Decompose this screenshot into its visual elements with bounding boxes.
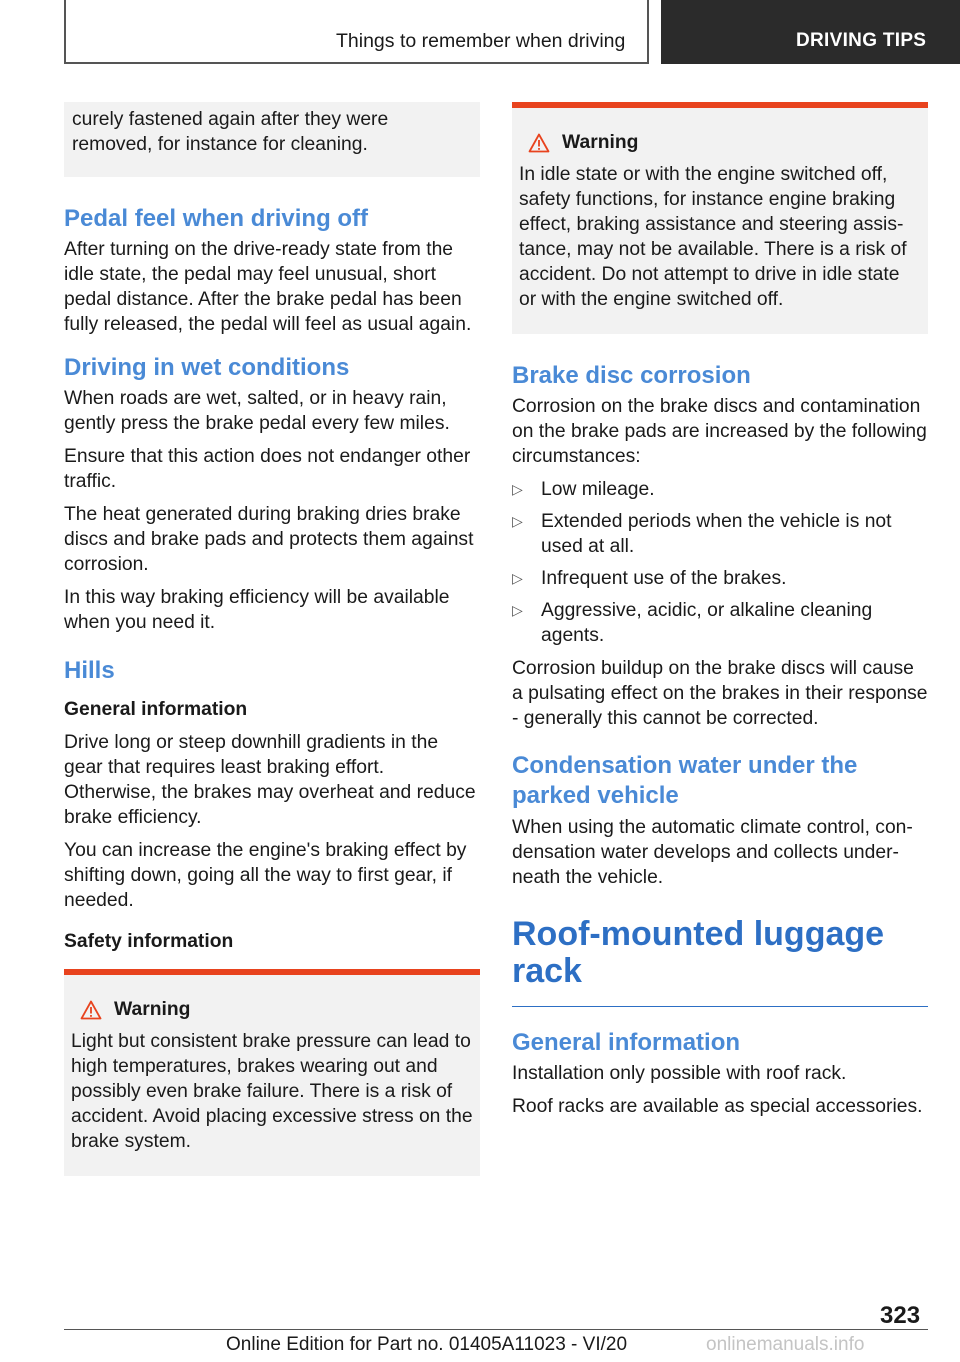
chapter-tab[interactable] — [661, 0, 960, 64]
warning-box-left — [64, 969, 480, 1176]
warning-title-text: Warning — [562, 132, 639, 153]
list-item: ▷ Infrequent use of the brakes. — [512, 568, 787, 589]
hills-text-2: You can increase the engine's braking effect by shifting down, going all the way to first gear, if needed. — [64, 840, 467, 911]
header-left-rule — [64, 0, 66, 64]
list-item: ▷ Low mileage. — [512, 479, 655, 500]
roof-subheading-general: General information — [512, 1029, 741, 1056]
right-column — [512, 102, 928, 1127]
page-number: 323 — [880, 1302, 921, 1329]
heading-brake-disc-corrosion: Brake disc corrosion — [512, 362, 751, 389]
triangle-bullet-icon: ▷ — [512, 570, 523, 586]
pedal-text: After turning on the drive-ready state from the idle state, the pedal may feel unusual, short pedal distance. After the brake pedal has been fully released, the pedal will feel as usual again. — [64, 239, 472, 335]
heading-roof-rack: Roof-mounted luggage rack — [512, 915, 885, 990]
hills-text-1: Drive long or steep downhill gradients in the gear that requires least braking effort. Otherwise, the brakes may overheat and reduce brake efficiency. — [64, 732, 476, 828]
warning-text-right: In idle state or with the engine switched off, safety functions, for instance engine braking effect, braking assistance and steering assistance, may not be available. There is a risk of accident. Do not attempt to drive in idle state or with the engine switched off. — [519, 164, 907, 310]
heading-rule — [512, 1006, 928, 1007]
hills-subheading-safety: Safety information — [64, 931, 234, 952]
footer-rule — [64, 1329, 928, 1330]
heading-wet-conditions: Driving in wet conditions — [64, 354, 350, 381]
condensation-text: When using the automatic climate control, condensation water develops and collects underneath the vehicle. — [512, 817, 913, 888]
roof-text-1: Installation only possible with roof rack. — [512, 1063, 847, 1084]
corrosion-outro: Corrosion buildup on the brake discs will cause a pulsating effect on the brakes in their response - generally this cannot be corrected. — [512, 658, 928, 729]
triangle-bullet-icon: ▷ — [512, 481, 523, 497]
corrosion-intro: Corrosion on the brake discs and contamination on the brake pads are increased by the following circumstances: — [512, 396, 927, 467]
triangle-bullet-icon: ▷ — [512, 602, 523, 618]
warning-title-right — [519, 130, 921, 155]
header-bottom-rule — [64, 62, 649, 64]
warning-box-right — [512, 102, 928, 334]
list-item: ▷ Aggressive, acidic, or alkaline cleaning agents. — [512, 600, 873, 646]
footer-watermark: onlinemanuals.info — [706, 1334, 865, 1355]
left-column — [64, 102, 480, 1176]
chapter-tab-label: DRIVING TIPS — [796, 30, 927, 51]
triangle-bullet-icon: ▷ — [512, 513, 523, 529]
intro-text: curely fastened again after they were removed, for instance for cleaning. — [72, 109, 389, 155]
corrosion-list — [512, 477, 928, 648]
heading-pedal-feel: Pedal feel when driving off — [64, 205, 369, 232]
warning-text-left: Light but consistent brake pressure can lead to high temperatures, brakes wearing out and possibly even brake failure. There is a risk of accident. Avoid placing excessive stress on the brake system. — [71, 1031, 473, 1152]
roof-text-2: Roof racks are available as special accessories. — [512, 1096, 923, 1117]
warning-title-left — [71, 997, 473, 1022]
footer-edition: Online Edition for Part no. 01405A11023 - VI/20 — [226, 1334, 628, 1355]
warning-triangle-icon — [528, 133, 550, 153]
wet-text-3: The heat generated during braking dries brake discs and brake pads and protects them against corrosion. — [64, 504, 474, 575]
warning-triangle-icon — [80, 1000, 102, 1020]
wet-text-4: In this way braking efficiency will be available when you need it. — [64, 587, 450, 633]
hills-subheading-general: General information — [64, 699, 248, 720]
heading-condensation: Condensation water under the parked vehicle — [512, 752, 858, 809]
list-item: ▷ Extended periods when the vehicle is not used at all. — [512, 511, 892, 557]
section-title: Things to remember when driving — [336, 30, 626, 52]
intro-box — [64, 102, 480, 177]
wet-text-2: Ensure that this action does not endanger other traffic. — [64, 446, 471, 492]
heading-hills: Hills — [64, 657, 115, 684]
header-right-rule — [647, 0, 649, 64]
warning-title-text: Warning — [114, 999, 191, 1020]
wet-text-1: When roads are wet, salted, or in heavy rain, gently press the brake pedal every few miles. — [64, 388, 450, 434]
